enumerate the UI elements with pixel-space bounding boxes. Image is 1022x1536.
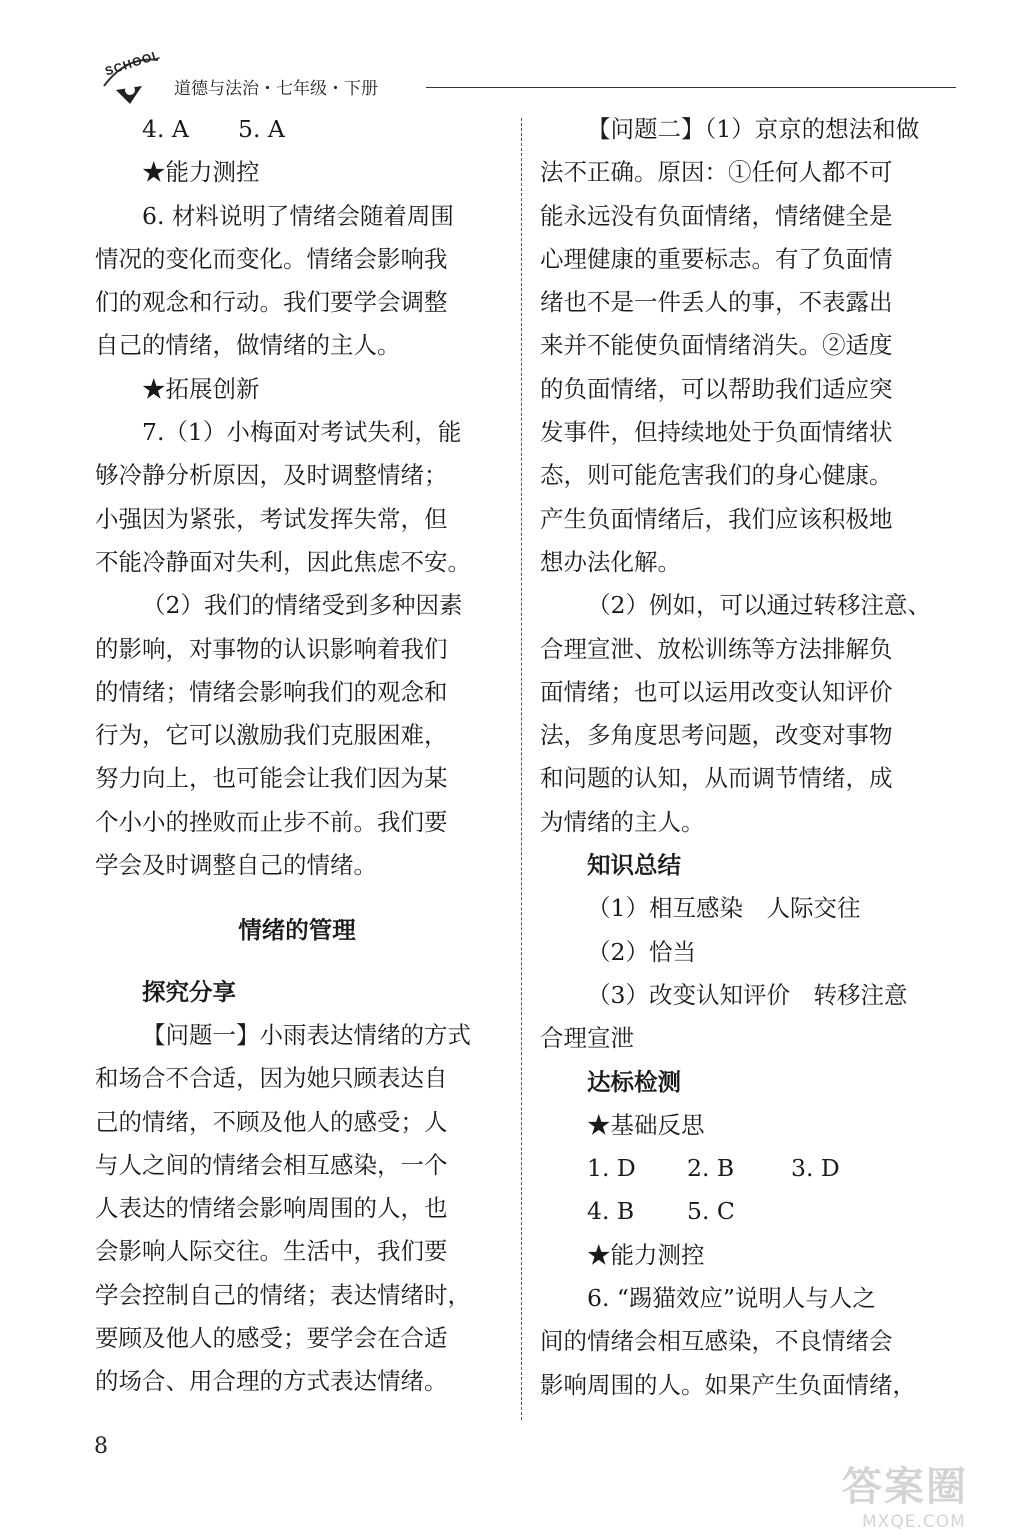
- ability-heading: ★能力测控: [142, 158, 260, 187]
- column-divider: [521, 118, 522, 1420]
- answers-1-3: [540, 1147, 944, 1190]
- q7-2-line: 的影响，对事物的认识影响着我们: [95, 634, 448, 663]
- q7-2-line: （2）我们的情绪受到多种因素: [142, 591, 463, 620]
- problem2-1-line: 发事件，但持续地处于负面情绪状: [540, 418, 893, 447]
- problem1-line: 己的情绪，不顾及他人的感受；人: [95, 1107, 448, 1136]
- problem2-1-line: 【问题二】（1）京京的想法和做: [587, 115, 920, 143]
- q6-line: 自己的情绪，做情绪的主人。: [95, 331, 401, 360]
- answers-4-5: [540, 1190, 944, 1233]
- problem2-2-line: （2）例如，可以通过转移注意、: [587, 591, 931, 620]
- answer-1: 1. D: [587, 1154, 636, 1183]
- problem1-line: 【问题一】小雨表达情绪的方式: [142, 1020, 471, 1049]
- answer-3: 3. D: [791, 1154, 840, 1183]
- problem2-2-line: 为情绪的主人。: [540, 807, 705, 836]
- page-number: 8: [94, 1434, 108, 1459]
- problem1-line: 和场合不合适，因为她只顾表达自: [95, 1064, 448, 1093]
- problem2-1-line: 来并不能使负面情绪消失。②适度: [540, 331, 893, 360]
- problem1-line: 人表达的情绪会影响周围的人，也: [95, 1194, 448, 1223]
- header-rule: [426, 87, 956, 88]
- problem1-line: 的场合、用合理的方式表达情绪。: [95, 1367, 448, 1396]
- answer-2: 2. B: [687, 1154, 735, 1183]
- problem2-1-line: 想办法化解。: [540, 547, 681, 576]
- summary-item-2: （2）恰当: [587, 937, 696, 966]
- problem2-1-line: 心理健康的重要标志。有了负面情: [540, 244, 893, 273]
- watermark: [842, 1455, 1012, 1532]
- explore-heading: 探究分享: [142, 977, 236, 1006]
- problem2-1-line: 绪也不是一件丢人的事，不表露出: [540, 288, 893, 317]
- problem1-line: 与人之间的情绪会相互感染，一个: [95, 1150, 448, 1179]
- summary-item-1: （1）相互感染 人际交往: [587, 894, 861, 923]
- problem2-1-line: 态，则可能危害我们的身心健康。: [540, 461, 893, 490]
- problem2-2-line: 和问题的认知，从而调节情绪，成: [540, 764, 893, 793]
- school-logo: [96, 46, 166, 106]
- q7-2-line: 学会及时调整自己的情绪。: [95, 851, 377, 880]
- answer-4: 4. A: [142, 115, 189, 143]
- problem2-2-line: 法，多角度思考问题，改变对事物: [540, 721, 893, 750]
- page-header: [96, 46, 956, 106]
- problem2-1-line: 法不正确。原因：①任何人都不可: [540, 158, 893, 187]
- q7-2-line: 努力向上，也可能会让我们因为某: [95, 764, 448, 793]
- ability-heading: ★能力测控: [587, 1240, 705, 1269]
- answers-4-5: [95, 108, 499, 151]
- problem2-1-line: 能永远没有负面情绪，情绪健全是: [540, 201, 893, 230]
- q6-line: 6. 材料说明了情绪会随着周围: [142, 201, 454, 230]
- problem2-1-line: 产生负面情绪后，我们应该积极地: [540, 504, 893, 533]
- problem2-1-line: 的负面情绪，可以帮助我们适应突: [540, 374, 893, 403]
- summary-heading: 知识总结: [587, 851, 681, 880]
- problem1-line: 要顾及他人的感受；要学会在合适: [95, 1324, 448, 1353]
- problem2-2-line: 合理宣泄、放松训练等方法排解负: [540, 634, 893, 663]
- basic-heading: ★基础反思: [587, 1110, 705, 1139]
- extend-heading: ★拓展创新: [142, 374, 260, 403]
- q6-line: 影响周围的人。如果产生负面情绪，: [540, 1370, 916, 1399]
- section-title: 情绪的管理: [238, 916, 356, 945]
- q7-1-line: 不能冷静面对失利，因此焦虑不安。: [95, 547, 471, 576]
- left-column: [95, 108, 499, 1404]
- problem2-2-line: 面情绪；也可以运用改变认知评价: [540, 677, 893, 706]
- q7-2-line: 个小小的挫败而止步不前。我们要: [95, 807, 448, 836]
- right-column: [540, 108, 944, 1407]
- watermark-top: 答案圈: [842, 1464, 968, 1510]
- q7-1-line: 够冷静分析原因，及时调整情绪；: [95, 461, 448, 490]
- q6-line: 情况的变化而变化。情绪会影响我: [95, 244, 448, 273]
- q7-1-line: 小强因为紧张，考试发挥失常，但: [95, 504, 448, 533]
- book-title: 道德与法治・七年级・下册: [174, 79, 378, 99]
- summary-item-3-cont: 合理宣泄: [540, 1024, 634, 1053]
- q7-2-line: 行为，它可以激励我们克服困难，: [95, 721, 448, 750]
- q6-line: 们的观念和行动。我们要学会调整: [95, 288, 448, 317]
- logo-text: SCHOOL: [103, 47, 163, 79]
- q6-line: 6. “踢猫效应”说明人与人之: [587, 1284, 876, 1313]
- q7-1-line: 7.（1）小梅面对考试失利，能: [142, 418, 462, 447]
- summary-item-3: （3）改变认知评价 转移注意: [587, 980, 908, 1009]
- answer-4: 4. B: [587, 1197, 635, 1226]
- answer-5: 5. C: [687, 1197, 735, 1226]
- check-heading: 达标检测: [587, 1067, 681, 1096]
- answer-5: 5. A: [238, 115, 285, 143]
- problem1-line: 学会控制自己的情绪；表达情绪时，: [95, 1280, 471, 1309]
- q6-line: 间的情绪会相互感染，不良情绪会: [540, 1327, 893, 1356]
- q7-2-line: 的情绪；情绪会影响我们的观念和: [95, 677, 448, 706]
- watermark-bottom: MXQE.COM: [862, 1512, 966, 1532]
- problem1-line: 会影响人际交往。生活中，我们要: [95, 1237, 448, 1266]
